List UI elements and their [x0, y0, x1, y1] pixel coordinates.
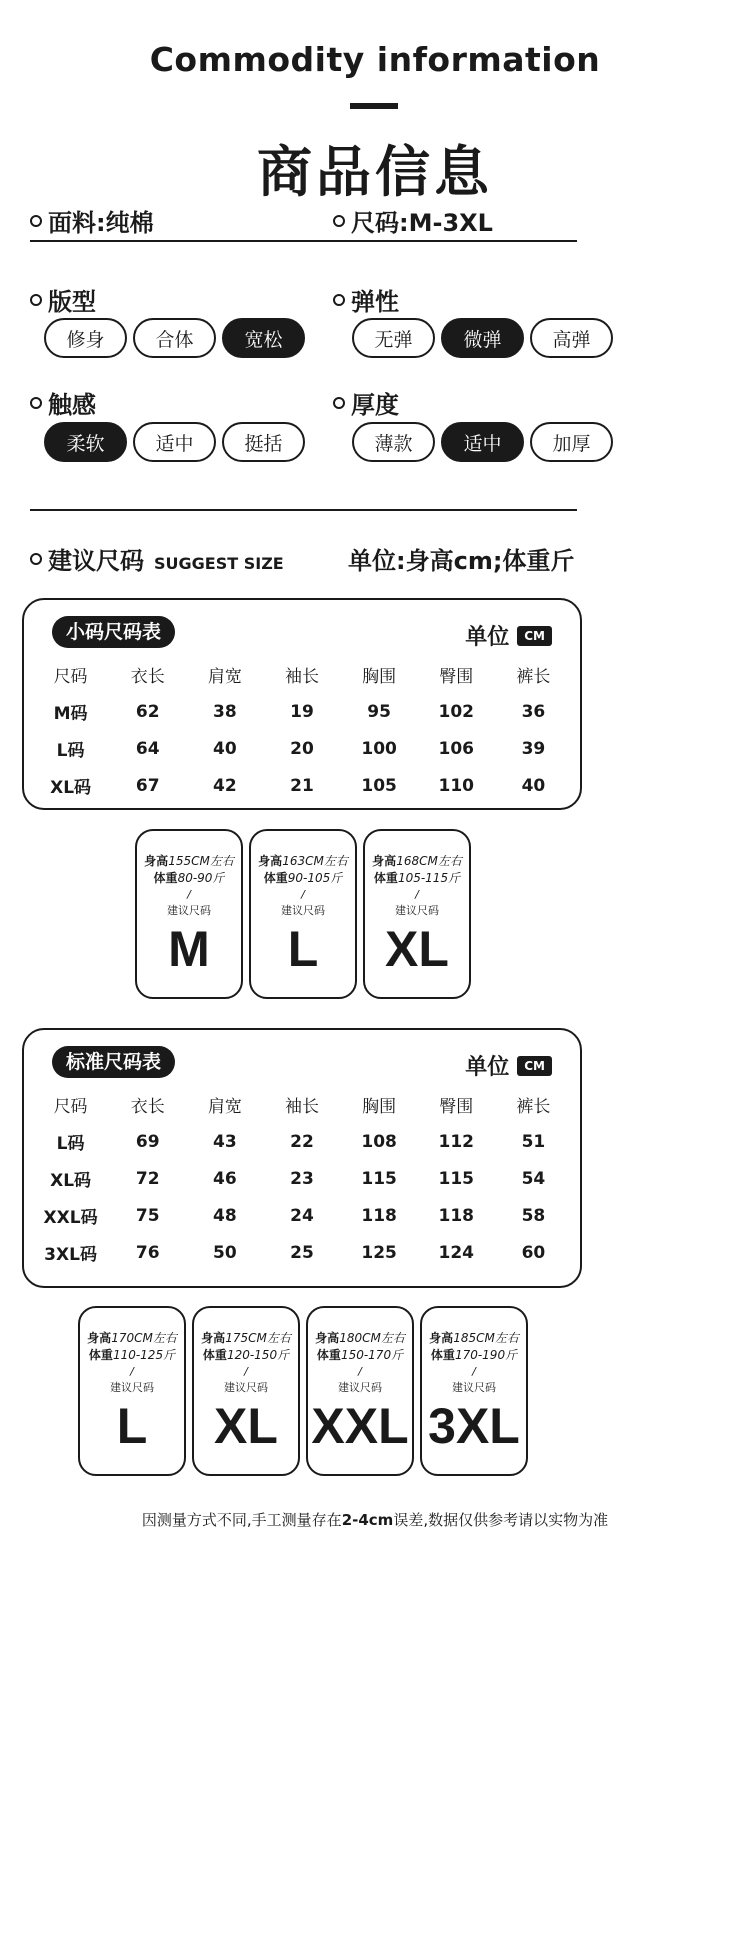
table-cell: 112 — [438, 1131, 475, 1152]
column-header: 衣长 — [130, 1097, 165, 1117]
size-recommendation-card — [249, 829, 357, 999]
column-header: 袖长 — [284, 667, 319, 687]
height-label: 身高 — [201, 1331, 226, 1345]
table-cell: 110 — [438, 775, 475, 796]
table-cell: 76 — [135, 1242, 160, 1263]
height-value: 163CM左右 — [282, 854, 348, 868]
table-cell: L码 — [56, 1134, 85, 1154]
small-size-table-box — [22, 598, 582, 810]
small-size-table — [32, 656, 572, 804]
column-header: 尺码 — [53, 667, 88, 687]
weight-line — [365, 870, 469, 887]
table-cell: 40 — [213, 738, 237, 759]
bullet-circle-icon — [30, 215, 42, 227]
table-cell: 105 — [361, 775, 397, 796]
height-line — [251, 853, 355, 870]
table-cell: XL码 — [50, 778, 92, 798]
table-cell: 23 — [290, 1168, 314, 1189]
title-english: Commodity information — [149, 40, 601, 79]
advice-label: 建议尺码 — [167, 904, 211, 917]
standard-size-table-title: 标准尺码表 — [52, 1046, 175, 1078]
weight-value: 80-90斤 — [177, 871, 225, 885]
separator: / — [472, 1365, 476, 1378]
weight-value: 120-150斤 — [226, 1348, 290, 1362]
table-cell: XL码 — [50, 1171, 92, 1191]
height-value: 180CM左右 — [339, 1331, 405, 1345]
height-line — [137, 853, 241, 870]
height-line — [422, 1330, 526, 1347]
column-header: 袖长 — [284, 1097, 319, 1117]
small-size-table-tag — [52, 616, 175, 648]
column-header: 裤长 — [516, 1097, 551, 1117]
table-cell: 108 — [361, 1131, 397, 1152]
table-cell: 106 — [438, 738, 475, 759]
table-cell: XXL码 — [43, 1208, 98, 1228]
size-recommendation-card — [135, 829, 243, 999]
fabric-spec — [30, 203, 154, 238]
table-cell: 75 — [135, 1205, 160, 1226]
table-row — [32, 693, 572, 730]
suggest-size-english: SUGGEST SIZE — [154, 554, 284, 573]
size-range-spec — [333, 203, 493, 238]
weight-label: 体重 — [263, 871, 288, 885]
height-value: 155CM左右 — [168, 854, 234, 868]
table-row — [32, 730, 572, 767]
feel-options — [44, 422, 305, 462]
thickness-option-thin[interactable]: 薄款 — [352, 422, 435, 462]
title-divider — [350, 103, 398, 109]
thickness-label — [333, 385, 399, 420]
feel-option-medium[interactable]: 适中 — [133, 422, 216, 462]
height-line — [365, 853, 469, 870]
elasticity-option-none[interactable]: 无弹 — [352, 318, 435, 358]
height-label: 身高 — [372, 854, 397, 868]
weight-line — [422, 1347, 526, 1364]
weight-value: 170-190斤 — [454, 1348, 518, 1362]
table-cell: 95 — [367, 701, 391, 722]
separator: / — [244, 1365, 248, 1378]
table-header-row — [32, 656, 572, 693]
advice-label: 建议尺码 — [110, 1381, 154, 1394]
table-cell: 43 — [213, 1131, 237, 1152]
standard-size-table-tag — [52, 1046, 175, 1078]
weight-label: 体重 — [153, 871, 178, 885]
table-cell: 46 — [213, 1168, 237, 1189]
table-cell: 36 — [521, 701, 546, 722]
table-cell: 48 — [213, 1205, 237, 1226]
standard-size-table-box — [22, 1028, 582, 1288]
recommended-size: XXL — [311, 1398, 409, 1454]
size-recommendation-card — [78, 1306, 186, 1476]
weight-label: 体重 — [316, 1348, 341, 1362]
height-label: 身高 — [315, 1331, 340, 1345]
separator: / — [358, 1365, 362, 1378]
table-cell: 118 — [438, 1205, 475, 1226]
size-recommendation-card — [363, 829, 471, 999]
elasticity-label — [333, 282, 399, 317]
size-recommendation-card — [306, 1306, 414, 1476]
unit-cm-badge: CM — [517, 1056, 552, 1076]
advice-label: 建议尺码 — [281, 904, 325, 917]
small-table-unit — [465, 620, 552, 651]
suggest-size-label — [30, 541, 284, 576]
table-cell: 67 — [135, 775, 160, 796]
column-header: 臀围 — [439, 667, 474, 687]
advice-label: 建议尺码 — [395, 904, 439, 917]
table-cell: 39 — [521, 738, 546, 759]
advice-label: 建议尺码 — [224, 1381, 268, 1394]
table-cell: M码 — [53, 704, 88, 724]
table-cell: 64 — [135, 738, 160, 759]
table-cell: 102 — [438, 701, 475, 722]
unit-cm-badge: CM — [517, 626, 552, 646]
column-header: 尺码 — [53, 1097, 88, 1117]
title-chinese: 商品信息 — [256, 140, 493, 204]
column-header: 衣长 — [130, 667, 165, 687]
fabric-text: 面料:纯棉 — [48, 209, 154, 237]
fit-option-regular[interactable]: 合体 — [133, 318, 216, 358]
separator: / — [301, 888, 305, 901]
note-text-start: 因测量方式不同,手工测量存在 — [141, 1511, 342, 1529]
table-header-row — [32, 1086, 572, 1123]
bullet-circle-icon — [333, 215, 345, 227]
small-size-recommendations — [135, 829, 471, 999]
table-row — [32, 1234, 572, 1271]
advice-label: 建议尺码 — [452, 1381, 496, 1394]
feel-label — [30, 385, 96, 420]
fit-options — [44, 318, 305, 358]
table-cell: 72 — [135, 1168, 160, 1189]
table-row — [32, 1197, 572, 1234]
column-header: 裤长 — [516, 667, 551, 687]
separator: / — [130, 1365, 134, 1378]
weight-label: 体重 — [88, 1348, 113, 1362]
suggest-unit: 单位:身高cm;体重斤 — [348, 547, 575, 575]
height-label: 身高 — [429, 1331, 454, 1345]
height-value: 185CM左右 — [453, 1331, 519, 1345]
feel-label-text: 触感 — [48, 391, 96, 419]
spec-divider — [30, 240, 577, 242]
standard-size-recommendations — [78, 1306, 528, 1476]
elasticity-label-text: 弹性 — [351, 288, 399, 316]
thickness-options — [352, 422, 613, 462]
column-header: 肩宽 — [207, 1097, 242, 1117]
small-size-table-title: 小码尺码表 — [52, 616, 175, 648]
recommended-size: XL — [214, 1398, 278, 1454]
bullet-circle-icon — [30, 397, 42, 409]
elasticity-option-high[interactable]: 高弹 — [530, 318, 613, 358]
weight-line — [137, 870, 241, 887]
weight-line — [80, 1347, 184, 1364]
table-cell: 3XL码 — [44, 1245, 97, 1265]
table-cell: 100 — [361, 738, 397, 759]
height-value: 168CM左右 — [396, 854, 462, 868]
size-recommendation-card — [420, 1306, 528, 1476]
recommended-size: L — [287, 921, 319, 977]
recommended-size: XL — [385, 921, 449, 977]
height-label: 身高 — [87, 1331, 112, 1345]
feel-option-crisp[interactable]: 挺括 — [222, 422, 305, 462]
recommended-size: M — [168, 921, 210, 977]
weight-line — [308, 1347, 412, 1364]
table-cell: 69 — [135, 1131, 160, 1152]
fit-label — [30, 282, 96, 317]
weight-label: 体重 — [373, 871, 398, 885]
table-cell: 54 — [521, 1168, 546, 1189]
table-row — [32, 1123, 572, 1160]
table-cell: 115 — [361, 1168, 397, 1189]
table-cell: 50 — [213, 1242, 237, 1263]
unit-label: 单位 — [465, 1055, 510, 1080]
elasticity-option-slight[interactable]: 微弹 — [441, 318, 524, 358]
size-recommendation-card — [192, 1306, 300, 1476]
table-row — [32, 767, 572, 804]
thickness-label-text: 厚度 — [351, 391, 399, 419]
standard-size-table — [32, 1086, 572, 1271]
feel-option-soft[interactable]: 柔软 — [44, 422, 127, 462]
table-cell: 124 — [438, 1242, 475, 1263]
height-label: 身高 — [144, 854, 169, 868]
height-value: 175CM左右 — [225, 1331, 291, 1345]
table-cell: 25 — [290, 1242, 314, 1263]
table-cell: 58 — [521, 1205, 546, 1226]
fit-option-loose[interactable]: 宽松 — [222, 318, 305, 358]
table-cell: L码 — [56, 741, 85, 761]
table-cell: 125 — [361, 1242, 397, 1263]
column-header: 臀围 — [439, 1097, 474, 1117]
weight-line — [194, 1347, 298, 1364]
height-line — [80, 1330, 184, 1347]
bullet-circle-icon — [30, 294, 42, 306]
table-row — [32, 1160, 572, 1197]
recommended-size: 3XL — [428, 1398, 520, 1454]
table-cell: 24 — [290, 1205, 314, 1226]
recommended-size: L — [116, 1398, 148, 1454]
height-line — [194, 1330, 298, 1347]
table-cell: 38 — [213, 701, 237, 722]
table-cell: 19 — [290, 701, 314, 722]
weight-label: 体重 — [430, 1348, 455, 1362]
column-header: 胸围 — [362, 1097, 397, 1117]
separator: / — [415, 888, 419, 901]
weight-value: 110-125斤 — [112, 1348, 176, 1362]
fit-label-text: 版型 — [48, 288, 96, 316]
table-cell: 42 — [213, 775, 237, 796]
table-cell: 60 — [521, 1242, 546, 1263]
height-value: 170CM左右 — [111, 1331, 177, 1345]
weight-label: 体重 — [202, 1348, 227, 1362]
size-range-text: 尺码:M-3XL — [351, 209, 493, 237]
standard-table-unit — [465, 1050, 552, 1081]
bullet-circle-icon — [30, 553, 42, 565]
weight-value: 105-115斤 — [397, 871, 461, 885]
note-tolerance: 2-4cm — [341, 1511, 394, 1529]
unit-label: 单位 — [465, 625, 510, 650]
table-cell: 51 — [521, 1131, 546, 1152]
elasticity-options — [352, 318, 613, 358]
weight-value: 150-170斤 — [340, 1348, 404, 1362]
column-header: 肩宽 — [207, 667, 242, 687]
thickness-option-thick[interactable]: 加厚 — [530, 422, 613, 462]
weight-value: 90-105斤 — [287, 871, 343, 885]
bullet-circle-icon — [333, 397, 345, 409]
table-cell: 118 — [361, 1205, 397, 1226]
table-cell: 115 — [438, 1168, 475, 1189]
advice-label: 建议尺码 — [338, 1381, 382, 1394]
table-cell: 62 — [135, 701, 160, 722]
table-cell: 21 — [290, 775, 314, 796]
section-divider — [30, 509, 577, 511]
note-text-end: 误差,数据仅供参考请以实物为准 — [393, 1511, 609, 1529]
column-header: 胸围 — [362, 667, 397, 687]
height-label: 身高 — [258, 854, 283, 868]
suggest-size-text: 建议尺码 — [48, 547, 144, 575]
measurement-note — [0, 1509, 750, 1530]
table-cell: 20 — [290, 738, 314, 759]
height-line — [308, 1330, 412, 1347]
separator: / — [187, 888, 191, 901]
bullet-circle-icon — [333, 294, 345, 306]
weight-line — [251, 870, 355, 887]
table-cell: 40 — [521, 775, 546, 796]
table-cell: 22 — [290, 1131, 314, 1152]
thickness-option-medium[interactable]: 适中 — [441, 422, 524, 462]
fit-option-slim[interactable]: 修身 — [44, 318, 127, 358]
